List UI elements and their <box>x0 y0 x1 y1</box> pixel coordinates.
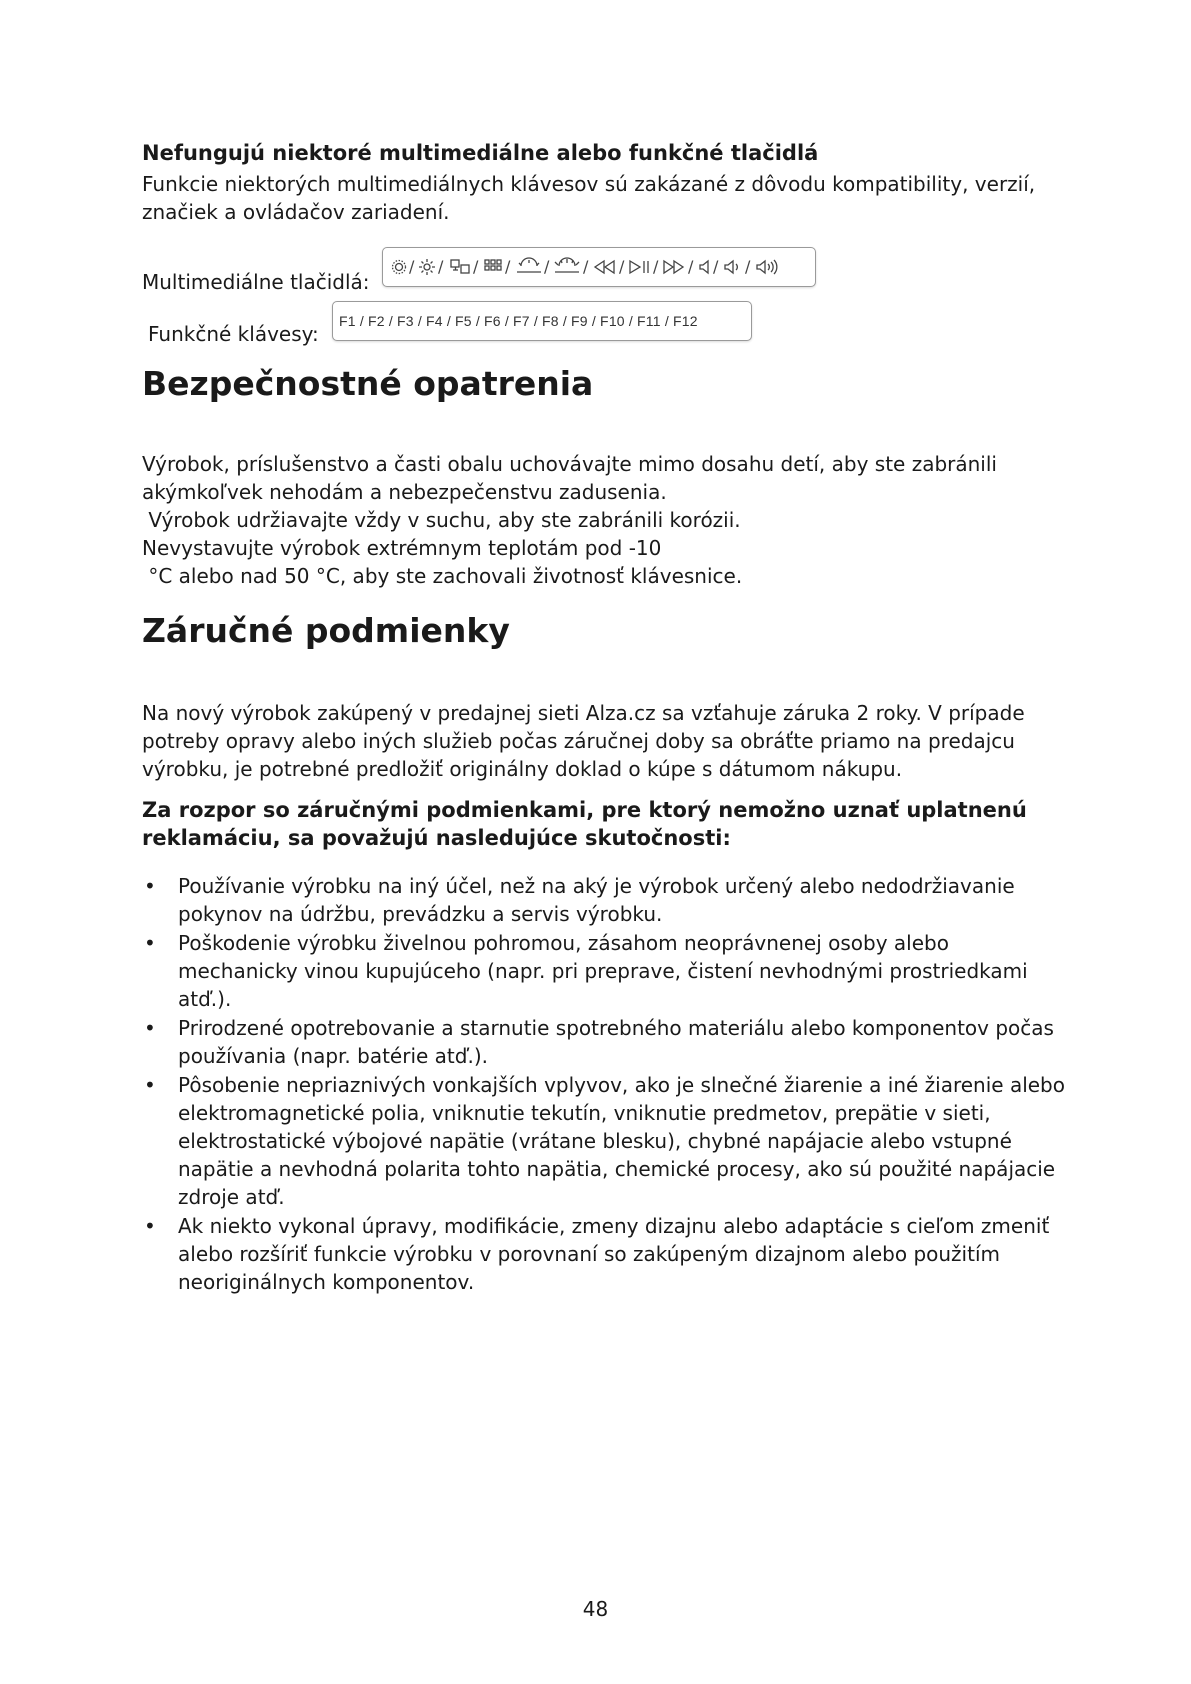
list-item <box>142 1014 1072 1070</box>
list-item <box>142 1071 1072 1211</box>
function-keys-text: F1 / F2 / F3 / F4 / F5 / F6 / F7 / F8 / F9 / F10 / F11 / F12 <box>339 313 698 329</box>
mute-icon <box>700 261 708 273</box>
bullet-icon: • <box>144 931 156 955</box>
separator: / <box>544 257 550 276</box>
list-item-text: Poškodenie výrobku živelnou pohromou, zásahom neoprávnenej osoby alebo mechanicky vinou kupujúceho (napr. pri preprave, čistení nevhodnými prostriedkami atď.). <box>178 931 1028 1011</box>
screen-switch-icon <box>451 260 469 273</box>
bullet-icon: • <box>144 874 156 898</box>
list-item-text: Používanie výrobku na iný účel, než na aký je výrobok určený alebo nedodržiavanie pokynov na údržbu, prevádzku a servis výrobku. <box>178 874 1015 926</box>
volume-down-icon <box>725 261 737 273</box>
separator: / <box>688 257 694 276</box>
keyboard-backlight-up-icon <box>555 258 579 272</box>
brightness-down-icon <box>393 261 406 274</box>
warranty-text: Na nový výrobok zakúpený v predajnej sieti Alza.cz sa vzťahuje záruka 2 roky. V prípade potreby opravy alebo iných služieb počas záručnej doby sa obráťte priamo na predajcu výrobku, je potrebné predložiť originálny doklad o kúpe s dátumom nákupu. <box>142 701 1025 781</box>
list-item <box>142 872 1072 928</box>
section-title: Nefungujú niektoré multimediálne alebo funkčné tlačidlá <box>142 141 819 165</box>
separator: / <box>505 257 511 276</box>
separator: / <box>619 257 625 276</box>
list-item <box>142 929 1072 1013</box>
separator: / <box>653 257 659 276</box>
safety-heading: Bezpečnostné opatrenia <box>142 364 594 403</box>
safety-line-2: Výrobok udržiavajte vždy v suchu, aby ste zabránili korózii. <box>142 508 741 532</box>
warranty-exclusions-list <box>142 872 1072 1297</box>
safety-line-1: Výrobok, príslušenstvo a časti obalu uchovávajte mimo dosahu detí, aby ste zabránili akýmkoľvek nehodám a nebezpečenstvu zadusenia. <box>142 452 997 504</box>
list-item <box>142 1212 1072 1296</box>
next-track-icon <box>664 261 683 273</box>
list-item-text: Prirodzené opotrebovanie a starnutie spotrebného materiálu alebo komponentov počas používania (napr. batérie atď.). <box>178 1016 1054 1068</box>
keyboard-backlight-down-icon <box>517 258 541 272</box>
bullet-icon: • <box>144 1073 156 1097</box>
separator: / <box>583 257 589 276</box>
play-pause-icon <box>630 261 648 273</box>
app-grid-icon <box>485 260 501 270</box>
warranty-heading: Záručné podmienky <box>142 611 510 650</box>
page-number: 48 <box>582 1597 609 1621</box>
separator: / <box>409 257 415 276</box>
safety-line-3: Nevystavujte výrobok extrémnym teplotám pod -10 <box>142 536 662 560</box>
safety-line-4: °C alebo nad 50 °C, aby ste zachovali životnosť klávesnice. <box>142 564 743 588</box>
separator: / <box>745 257 751 276</box>
bullet-icon: • <box>144 1016 156 1040</box>
multimedia-icons-strip <box>387 252 807 282</box>
previous-track-icon <box>595 261 614 273</box>
list-item-text: Ak niekto vykonal úpravy, modifikácie, zmeny dizajnu alebo adaptácie s cieľom zmeniť alebo rozšíriť funkcie výrobku v porovnaní so zakúpeným dizajnom alebo použitím neoriginálnych komponentov. <box>178 1214 1050 1294</box>
section-text: Funkcie niektorých multimediálnych klávesov sú zakázané z dôvodu kompatibility, verzií, značiek a ovládačov zariadení. <box>142 172 1036 224</box>
separator: / <box>473 257 479 276</box>
multimedia-keys-box <box>382 247 816 287</box>
separator: / <box>438 257 444 276</box>
brightness-up-icon <box>419 259 435 275</box>
separator: / <box>713 257 719 276</box>
list-item-text: Pôsobenie nepriaznivých vonkajších vplyvov, ako je slnečné žiarenie a iné žiarenie alebo elektromagnetické polia, vniknutie tekutín, vniknutie predmetov, prepätie v sieti, elektrostatické výbojové napätie (vrátane blesku), chybné napájacie alebo vstupné napätie a nevhodná polarita tohto napätia, chemické procesy, ako sú použité napájacie zdroje atď. <box>178 1073 1065 1209</box>
bullet-icon: • <box>144 1214 156 1238</box>
function-keys-label: Funkčné klávesy: <box>148 322 319 346</box>
multimedia-label: Multimediálne tlačidlá: <box>142 270 370 294</box>
volume-up-icon <box>757 260 777 274</box>
warranty-subheading: Za rozpor so záručnými podmienkami, pre ktorý nemožno uznať uplatnenú reklamáciu, sa považujú nasledujúce skutočnosti: <box>142 798 1027 850</box>
function-keys-box <box>332 301 752 341</box>
